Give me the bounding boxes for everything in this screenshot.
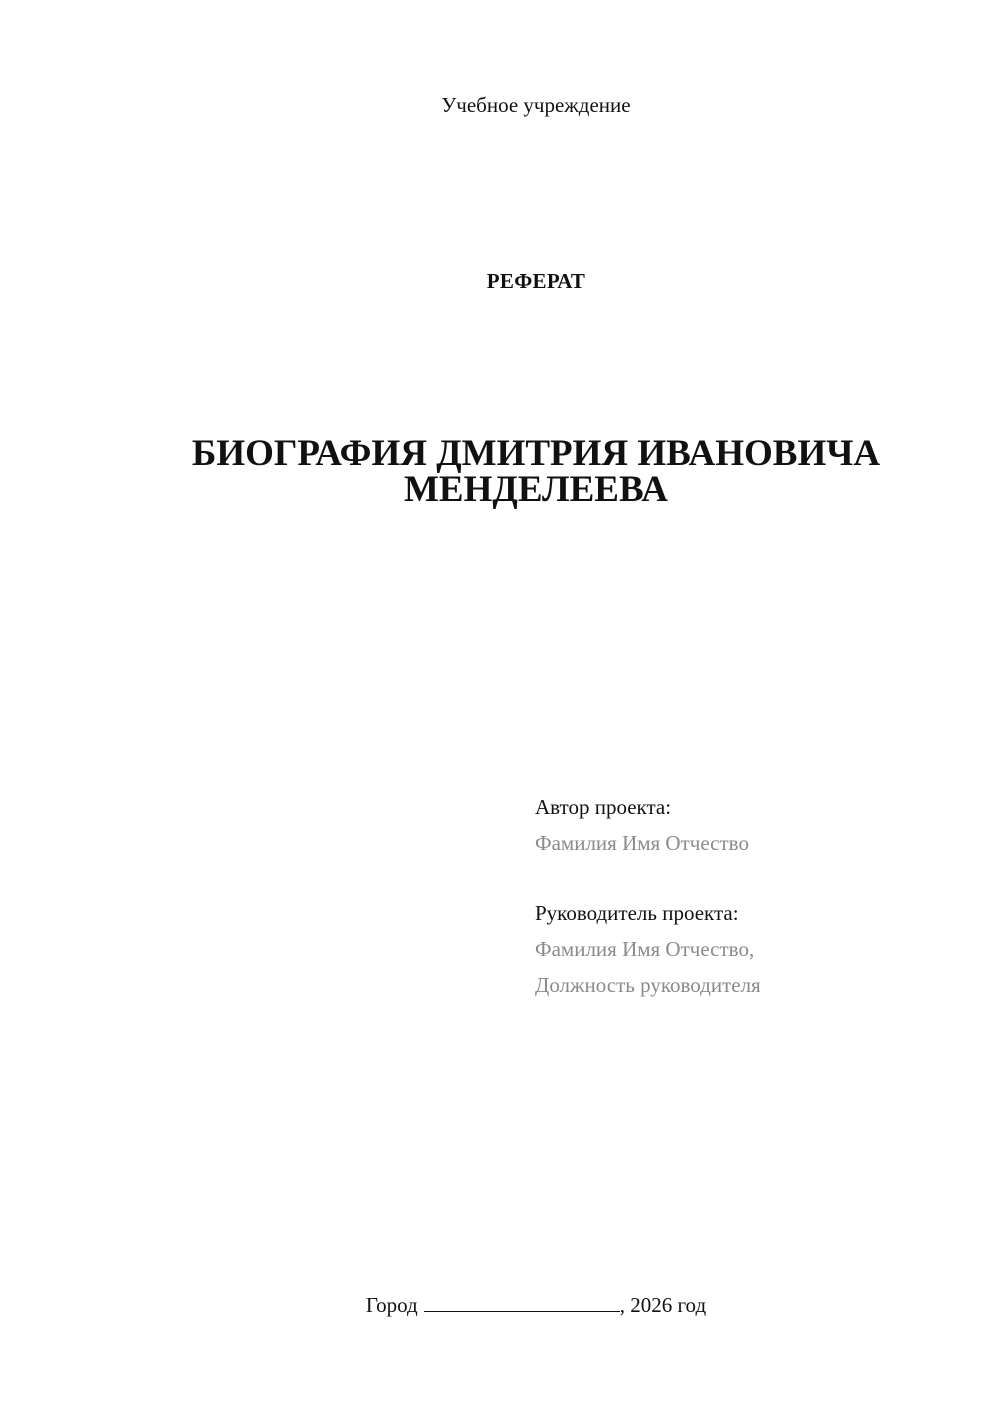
credits-spacer: [535, 861, 761, 895]
supervisor-label: Руководитель проекта:: [535, 901, 739, 925]
supervisor-position: Должность руководителя: [535, 973, 761, 997]
year-text: , 2026 год: [619, 1293, 707, 1317]
city-year-line: [0, 1291, 1000, 1319]
city-label: Город: [365, 1293, 418, 1317]
supervisor-name: Фамилия Имя Отчество,: [535, 937, 755, 961]
document-type: РЕФЕРАТ: [486, 269, 586, 293]
title-line-2: МЕНДЕЛЕЕВА: [403, 469, 669, 510]
author-name: Фамилия Имя Отчество: [535, 831, 749, 855]
document-title: [0, 433, 1000, 510]
project-credits: [535, 789, 761, 1003]
city-blank-line: [424, 1291, 620, 1312]
author-label: Автор проекта:: [535, 795, 672, 819]
institution-name: Учебное учреждение: [441, 93, 631, 117]
title-line-1: БИОГРАФИЯ ДМИТРИЯ ИВАНОВИЧА: [191, 433, 881, 474]
